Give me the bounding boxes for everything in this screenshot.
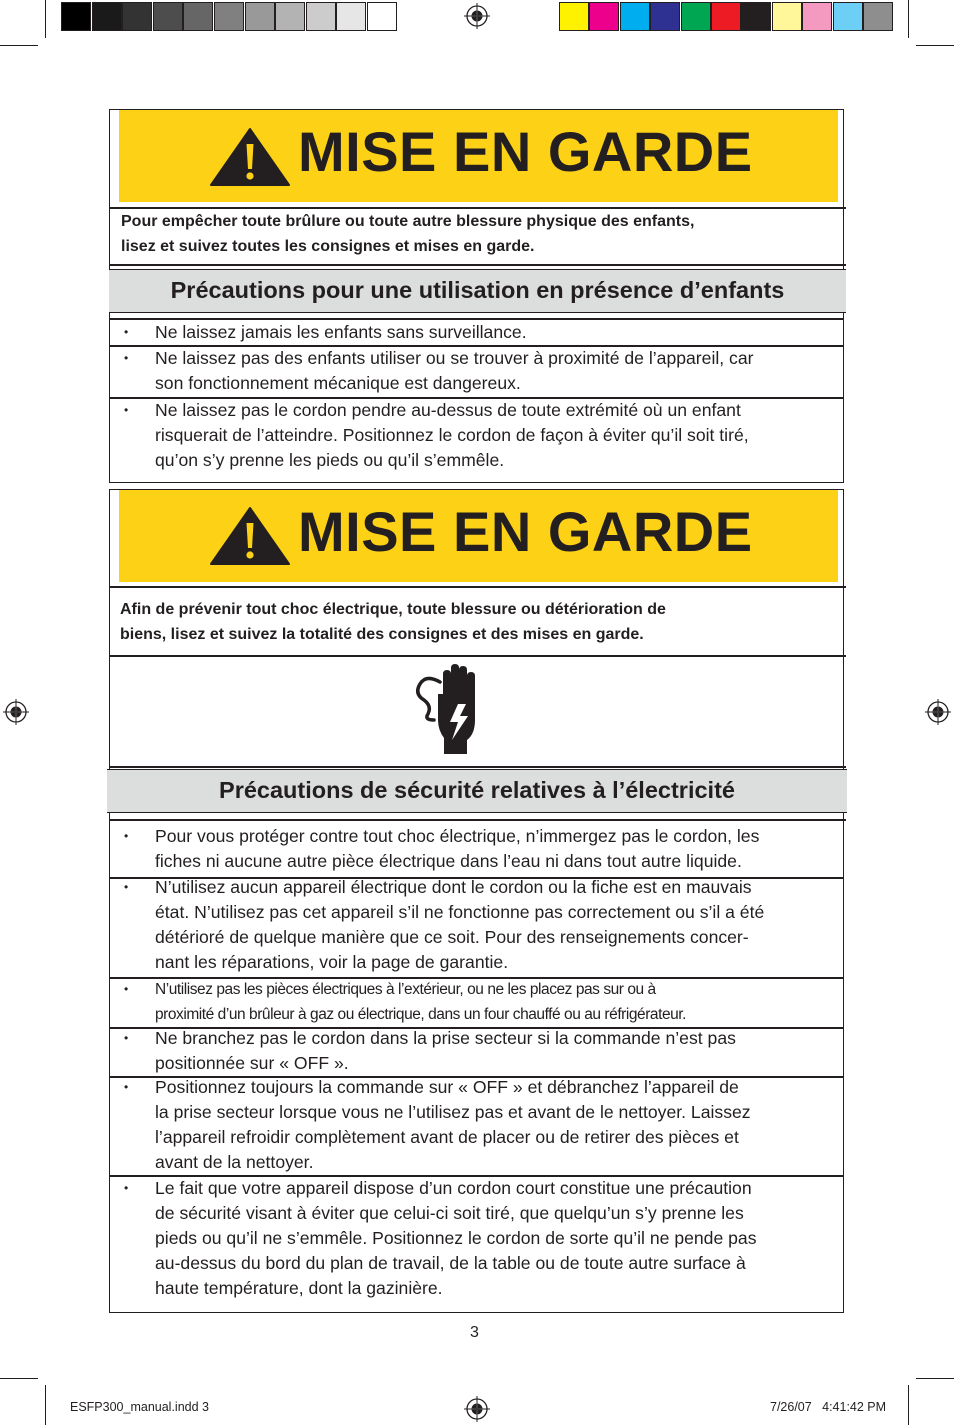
gray-swatch <box>122 2 152 31</box>
crop-mark <box>916 1378 954 1379</box>
list-item <box>110 878 843 977</box>
text-line: fiches ni aucune autre pièce électrique dans l’eau ni dans tout autre liquide. <box>155 851 742 871</box>
footer-datetime: 7/26/07 4:41:42 PM <box>770 1400 887 1414</box>
list-item <box>110 824 843 877</box>
list-item <box>110 1028 843 1076</box>
warning-triangle-icon <box>209 127 291 187</box>
warning-title: MISE EN GARDE <box>298 120 753 183</box>
divider <box>109 819 846 821</box>
list-item <box>110 1176 843 1310</box>
registration-mark-icon <box>925 699 951 725</box>
list-item-text <box>155 320 837 345</box>
text-line: Ne branchez pas le cordon dans la prise secteur si la commande n’est pas <box>155 1028 736 1048</box>
intro-text <box>120 597 830 647</box>
text-line: qu’on s’y prenne les pieds ou qu’il s’emmêle. <box>155 450 505 470</box>
text-line: pieds ou qu’il ne s’emmêle. Positionnez le cordon de sorte qu’il ne pende pas <box>155 1228 757 1248</box>
crop-mark <box>0 45 38 46</box>
gray-swatch <box>275 2 305 31</box>
color-swatch <box>711 2 741 31</box>
bullet: • <box>124 1031 129 1045</box>
text-line: état. N’utilisez pas cet appareil s’il ne fonctionne pas correctement ou s’il a été <box>155 902 765 922</box>
text-line: Pour vous protéger contre tout choc électrique, n’immergez pas le cordon, les <box>155 826 760 846</box>
bullet: • <box>124 982 128 996</box>
bullet: • <box>124 325 129 339</box>
intro-line: Pour empêcher toute brûlure ou toute autre blessure physique des enfants, <box>121 213 695 230</box>
text-line: proximité d’un brûleur à gaz ou électrique, dans un four chauffé ou au réfrigérateur. <box>155 1006 687 1023</box>
list-item-text <box>155 977 837 1027</box>
bullet: • <box>124 829 129 843</box>
text-line: positionnée sur « OFF ». <box>155 1053 349 1073</box>
crop-mark <box>908 0 909 38</box>
text-line: Le fait que votre appareil dispose d’un cordon court constitue une précaution <box>155 1178 752 1198</box>
color-swatch <box>620 2 650 31</box>
list-item-text <box>155 1026 837 1076</box>
gray-swatch <box>367 2 397 31</box>
divider <box>109 586 846 588</box>
bullet: • <box>124 403 129 417</box>
gray-swatch <box>92 2 122 31</box>
section-heading: Précautions de sécurité relatives à l’électricité <box>107 769 847 813</box>
text-line: l’appareil refroidir complètement avant de placer ou de retirer des pièces et <box>155 1127 739 1147</box>
text-line: avant de la nettoyer. <box>155 1152 314 1172</box>
text-line: détérioré de quelque manière que ce soit. Pour des renseignements concer- <box>155 927 749 947</box>
color-swatch <box>802 2 832 31</box>
crop-mark <box>916 45 954 46</box>
text-line: N’utilisez pas les pièces électriques à l’extérieur, ou ne les placez pas sur ou à <box>155 981 656 998</box>
text-line: Ne laissez pas le cordon pendre au-dessus de toute extrémité où un enfant <box>155 400 741 420</box>
gray-swatch <box>153 2 183 31</box>
warning-title: MISE EN GARDE <box>298 500 753 563</box>
text-line: N’utilisez aucun appareil électrique dont le cordon ou la fiche est en mauvais <box>155 877 752 897</box>
color-swatch <box>681 2 711 31</box>
crop-mark <box>908 1385 909 1425</box>
gray-swatch <box>245 2 275 31</box>
text-line: haute température, dont la gazinière. <box>155 1278 443 1298</box>
crop-mark <box>45 1385 46 1425</box>
list-item <box>110 1077 843 1175</box>
registration-mark-icon <box>464 3 490 29</box>
intro-line: lisez et suivez toutes les consignes et mises en garde. <box>121 238 535 255</box>
warning-triangle-icon <box>209 506 291 566</box>
text-line: risquerait de l’atteindre. Positionnez le cordon de façon à éviter qu’il soit tiré, <box>155 425 749 445</box>
list-item-text <box>155 398 837 473</box>
text-line: nant les réparations, voir la page de garantie. <box>155 952 509 972</box>
color-swatch <box>863 2 893 31</box>
bullet: • <box>124 880 129 894</box>
intro-text <box>121 209 831 259</box>
intro-line: Afin de prévenir tout choc électrique, toute blessure ou détérioration de <box>120 601 666 618</box>
color-swatch <box>650 2 680 31</box>
text-line: Ne laissez pas des enfants utiliser ou se trouver à proximité de l’appareil, car <box>155 348 754 368</box>
bullet: • <box>124 1080 129 1094</box>
electric-shock-hand-icon <box>416 664 492 756</box>
gray-swatch <box>336 2 366 31</box>
text-line: Ne laissez jamais les enfants sans surveillance. <box>155 322 527 342</box>
text-line: de sécurité visant à éviter que celui-ci soit tiré, que quelqu’un s’y prenne les <box>155 1203 744 1223</box>
footer-filename: ESFP300_manual.indd 3 <box>70 1400 209 1414</box>
list-item-text <box>155 346 837 396</box>
registration-mark-icon <box>464 1396 490 1422</box>
gray-swatch <box>61 2 91 31</box>
bullet: • <box>124 351 129 365</box>
color-swatch <box>772 2 802 31</box>
bullet: • <box>124 1181 129 1195</box>
text-line: son fonctionnement mécanique est dangereux. <box>155 373 521 393</box>
divider <box>109 264 846 266</box>
text-line: Positionnez toujours la commande sur « OFF » et débranchez l’appareil de <box>155 1077 739 1097</box>
list-item-text <box>155 824 837 874</box>
color-swatch <box>833 2 863 31</box>
color-swatch <box>559 2 589 31</box>
gray-swatch <box>214 2 244 31</box>
crop-mark <box>0 1378 38 1379</box>
crop-mark <box>45 0 46 38</box>
section-heading: Précautions pour une utilisation en présence d’enfants <box>109 269 846 313</box>
list-item-text <box>155 1075 837 1175</box>
list-item-text <box>155 875 837 975</box>
intro-line: biens, lisez et suivez la totalité des consignes et des mises en garde. <box>120 626 644 643</box>
color-swatch <box>589 2 619 31</box>
page-number: 3 <box>470 1324 479 1341</box>
color-swatch <box>741 2 771 31</box>
list-item <box>110 319 843 345</box>
gray-swatch <box>306 2 336 31</box>
gray-swatch <box>183 2 213 31</box>
registration-mark-icon <box>3 699 29 725</box>
text-line: la prise secteur lorsque vous ne l’utilisez pas et avant de le nettoyer. Laissez <box>155 1102 751 1122</box>
list-item-text <box>155 1176 837 1301</box>
text-line: au-dessus du bord du plan de travail, de la table ou de toute autre surface à <box>155 1253 746 1273</box>
list-item <box>110 398 843 480</box>
divider <box>109 655 846 657</box>
list-item <box>110 346 843 397</box>
divider <box>109 766 846 768</box>
list-item <box>110 978 843 1027</box>
